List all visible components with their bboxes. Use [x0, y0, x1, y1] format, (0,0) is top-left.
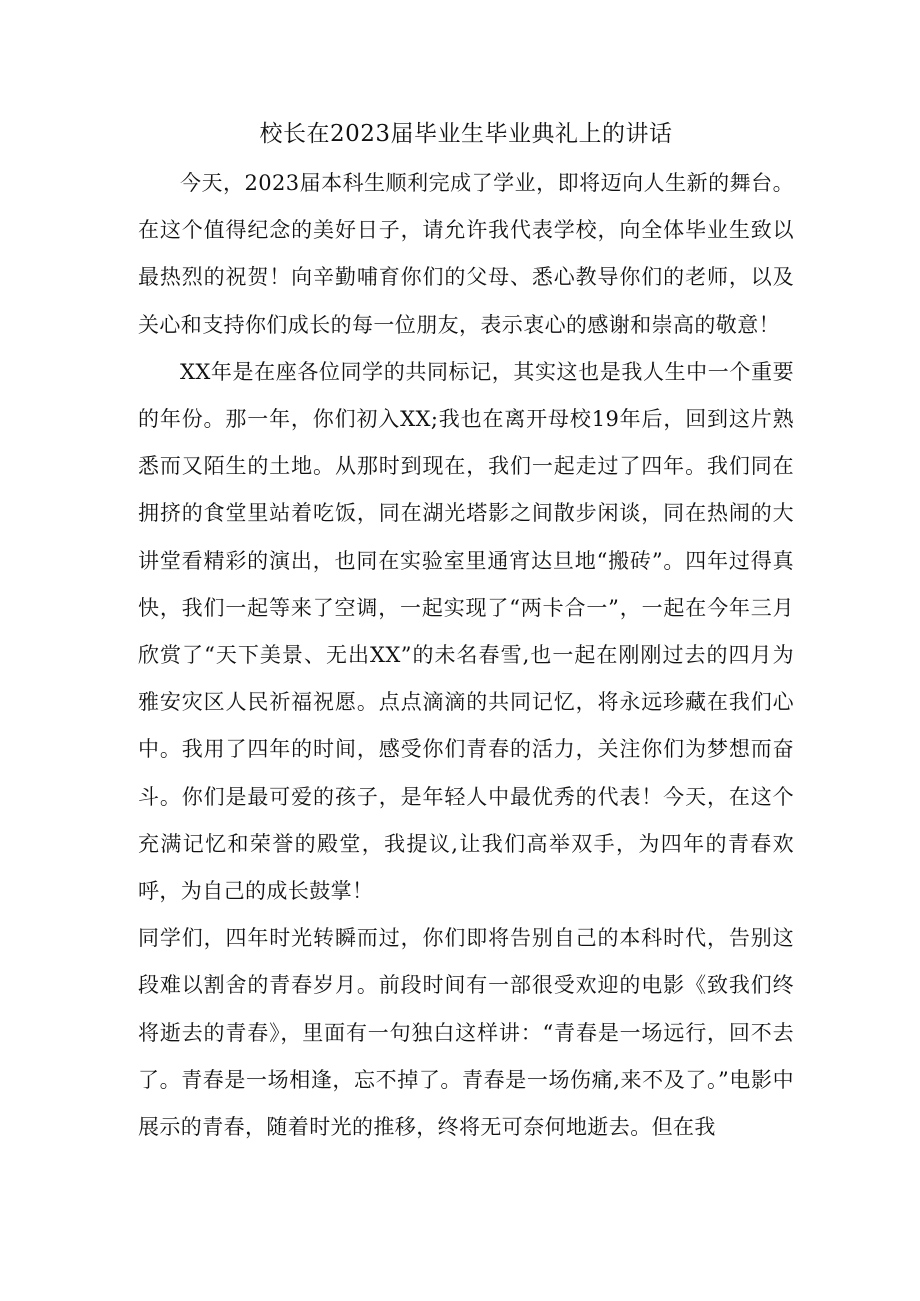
document-title: 校长在2023届毕业生毕业典礼上的讲话 — [259, 121, 673, 147]
paragraph-opening: 今天，2023届本科生顺利完成了学业，即将迈向人生新的舞台。在这个值得纪念的美好日子，请允许我代表学校，向全体毕业生致以最热烈的祝贺！向辛勤哺育你们的父母、悉心教导你们的老师，以及关心和支持你们成长的每一位朋友，表示衷心的感谢和崇高的敬意！ — [138, 171, 794, 337]
paragraph-memories: XX年是在座各位同学的共同标记，其实这也是我人生中一个重要的年份。那一年，你们初入XX;我也在离开母校19年后，回到这片熟悉而又陌生的土地。从那时到现在，我们一起走过了四年。我们同在拥挤的食堂里站着吃饭，同在湖光塔影之间散步闲谈，同在热闹的大讲堂看精彩的演出，也同在实验室里通宵达旦地“搬砖”。四年过得真快，我们一起等来了空调，一起实现了“两卡合一”，一起在今年三月欣赏了“天下美景、无出XX”的未名春雪,也一起在刚刚过去的四月为雅安灾区人民祈福祝愿。点点滴滴的共同记忆，将永远珍藏在我们心中。我用了四年的时间，感受你们青春的活力，关注你们为梦想而奋斗。你们是最可爱的孩子，是年轻人中最优秀的代表！今天，在这个充满记忆和荣誉的殿堂，我提议,让我们高举双手，为四年的青春欢呼，为自己的成长鼓掌！ — [138, 359, 794, 904]
document-body — [138, 112, 794, 1151]
paragraph-youth: 同学们，四年时光转瞬而过，你们即将告别自己的本科时代，告别这段难以割舍的青春岁月。前段时间有一部很受欢迎的电影《致我们终将逝去的青春》，里面有一句独白这样讲：“青春是一场远行，回不去了。青春是一场相逢，忘不掉了。青春是一场伤痛,来不及了。”电影中展示的青春，随着时光的推移，终将无可奈何地逝去。但在我 — [138, 926, 794, 1140]
